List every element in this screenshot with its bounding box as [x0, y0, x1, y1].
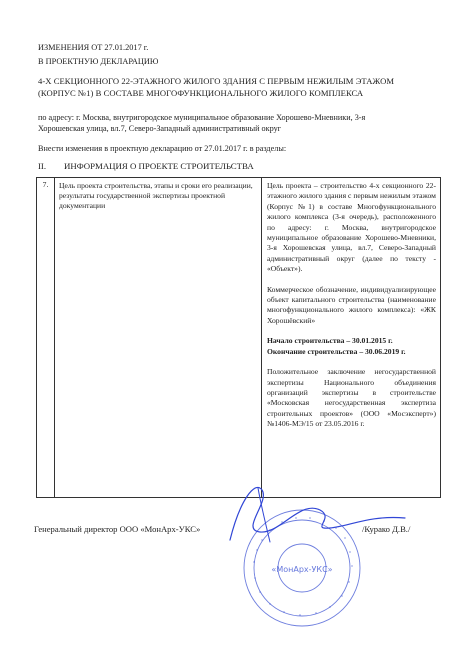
signatory-name: /Курако Д.В./	[362, 524, 411, 534]
table-row	[37, 178, 441, 498]
row-number: 7.	[37, 178, 55, 498]
project-info-table	[36, 177, 441, 498]
title-line-1: 4-Х СЕКЦИОННОГО 22-ЭТАЖНОГО ЖИЛОГО ЗДАНИЯ С ПЕРВЫМ НЕЖИЛЫМ ЭТАЖОМ	[38, 76, 395, 86]
row-value	[262, 178, 441, 498]
title-line-2: (КОРПУС №1) В СОСТАВЕ МНОГОФУНКЦИОНАЛЬНОГО ЖИЛОГО КОМПЛЕКСА	[38, 88, 364, 98]
changes-note: Внести изменения в проектную декларацию от 27.01.2017 г. в разделы:	[38, 144, 287, 153]
stamp-center-text: «МонАрх-УКС»	[271, 565, 333, 574]
project-goal-paragraph: Цель проекта – строительство 4-х секционного 22- этажного жилого здания с первым нежилым этажом (Корпус №1) в составе Многофункционального жилого комплекса (3-я очередь), расположенного по адресу: г. Москва, внутригородское муниципальное образование Хорошево-Мневники, 3-я Хорошевская улица, вл.7, Северо-Западный административный округ (далее по тексту - «Объект»).	[267, 181, 436, 274]
section-title: ИНФОРМАЦИЯ О ПРОЕКТЕ СТРОИТЕЛЬСТВА	[64, 161, 254, 171]
address-line-1: по адресу: г. Москва, внутригородское муниципальное образование Хорошево-Мневники, 3-я	[38, 113, 366, 122]
header-line-2: В ПРОЕКТНУЮ ДЕКЛАРАЦИЮ	[38, 57, 159, 66]
section-number: II.	[38, 161, 47, 171]
director-position: Генеральный директор ООО «МонАрх-УКС»	[34, 524, 201, 534]
commercial-name-paragraph: Коммерческое обозначение, индивидуализирующее объект капитального строительства (наименование многофункционального жилого комплекса): «ЖК Хорошёвский»	[267, 284, 436, 325]
row-label: Цель проекта строительства, этапы и сроки его реализации, результаты государственной экспертизы проектной документации	[55, 178, 262, 498]
address-line-2: Хорошевская улица, вл.7, Северо-Западный административный округ	[38, 124, 282, 133]
header-line-1: ИЗМЕНЕНИЯ ОТ 27.01.2017 г.	[38, 43, 149, 52]
construction-start: Начало строительства – 30.01.2015 г.	[267, 336, 393, 346]
handwritten-signature	[200, 470, 420, 550]
construction-end: Окончание строительства – 30.06.2019 г.	[267, 346, 406, 356]
expertise-paragraph: Положительное заключение негосударственной экспертизы Национального объединения организаций экспертизы в строительстве «Московская негосударственная экспертиза строительных проектов» (ООО «Мосэксперт») №1406-МЭ/15 от 23.05.2016 г.	[267, 367, 436, 429]
